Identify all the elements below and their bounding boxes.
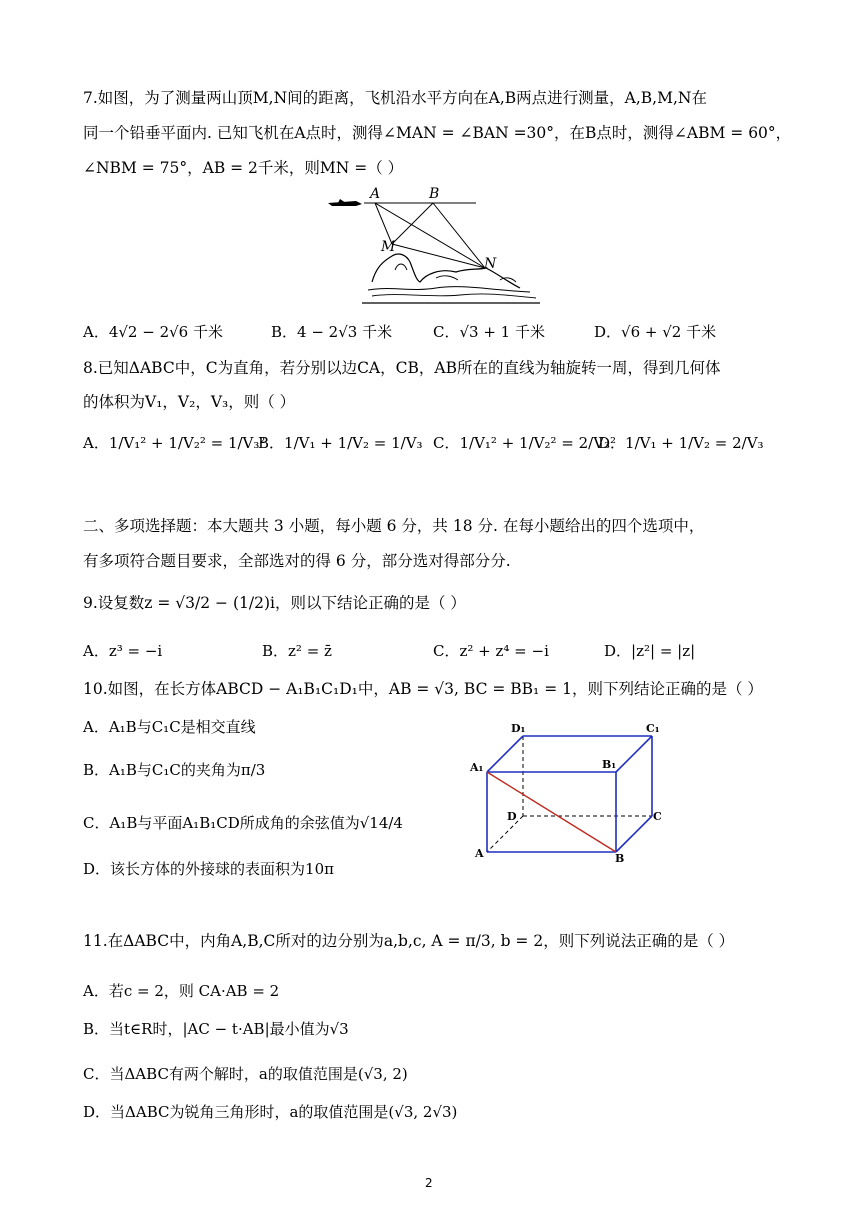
label-d1: D₁ [511,722,526,735]
q11-option-d[interactable]: D．当ΔABC为锐角三角形时，a的取值范围是(√3, 2√3) [83,1103,458,1121]
q8-option-a[interactable]: A．1/V₁² + 1/V₂² = 1/V₃² [83,434,266,452]
q9-option-d[interactable]: D．|z²| = |z| [604,642,696,660]
q7-line-2: 同一个铅垂平面内. 已知飞机在A点时，测得∠MAN = ∠BAN =30°，在B点时，测得∠ABM = 60°， [83,124,792,142]
q7-option-c[interactable]: C．√3 + 1 千米 [433,323,545,341]
q7-label-b: B [429,186,440,202]
label-d: D [507,810,517,823]
label-a1: A₁ [470,761,484,774]
q10-option-b[interactable]: B．A₁B与C₁C的夹角为π/3 [83,761,266,779]
page-number: 2 [425,1176,433,1190]
q11-option-b[interactable]: B．当t∈R时，|AC − t·AB|最小值为√3 [83,1020,349,1038]
q7-line-1: 7.如图，为了测量两山顶M,N间的距离，飞机沿水平方向在A,B两点进行测量，A,B,M,N在 [83,89,707,107]
section2-line-1: 二、多项选择题：本大题共 3 小题，每小题 6 分，共 18 分. 在每小题给出的四个选项中， [83,517,705,535]
q9-option-c[interactable]: C．z² + z⁴ = −i [433,642,549,660]
q10-line-1: 10.如图，在长方体ABCD − A₁B₁C₁D₁中，AB = √3, BC = BB₁ = 1，则下列结论正确的是（ ） [83,680,763,698]
q8-option-c[interactable]: C．1/V₁² + 1/V₂² = 2/V₃² [433,434,617,452]
q10-option-d[interactable]: D．该长方体的外接球的表面积为10π [83,860,334,878]
q7-line-3: ∠NBM = 75°，AB = 2千米，则MN =（ ） [83,159,404,177]
label-b1: B₁ [602,758,617,771]
q8-line-1: 8.已知ΔABC中，C为直角，若分别以边CA，CB，AB所在的直线为轴旋转一周，得到几何体 [83,359,721,377]
q10-option-a[interactable]: A．A₁B与C₁C是相交直线 [83,718,256,736]
q7-label-a: A [370,186,381,202]
q11-option-a[interactable]: A．若c = 2，则 CA·AB = 2 [83,982,280,1000]
label-b: B [615,852,625,865]
q9-option-b[interactable]: B．z² = z̄ [262,642,332,660]
q11-line-1: 11.在ΔABC中，内角A,B,C所对的边分别为a,b,c, A = π/3, b = 2，则下列说法正确的是（ ） [83,932,735,950]
q11-option-c[interactable]: C．当ΔABC有两个解时，a的取值范围是(√3, 2) [83,1065,408,1083]
q7-label-m: M [381,239,396,255]
q10-option-c[interactable]: C．A₁B与平面A₁B₁CD所成角的余弦值为√14/4 [83,814,403,832]
q9-line-1: 9.设复数z = √3/2 − (1/2)i，则以下结论正确的是（ ） [83,594,466,612]
q8-option-b[interactable]: B．1/V₁ + 1/V₂ = 1/V₃ [258,434,423,452]
q8-option-d[interactable]: D．1/V₁ + 1/V₂ = 2/V₃ [598,434,764,452]
label-c1: C₁ [646,722,660,735]
q9-option-a[interactable]: A．z³ = −i [83,642,163,660]
section2-line-2: 有多项符合题目要求，全部选对的得 6 分，部分选对得部分分. [83,552,511,570]
label-c: C [653,810,662,823]
q7-option-b[interactable]: B．4 − 2√3 千米 [271,323,393,341]
q7-option-d[interactable]: D．√6 + √2 千米 [594,323,717,341]
label-a: A [475,847,484,860]
q7-label-n: N [484,256,497,272]
q8-line-2: 的体积为V₁，V₂，V₃，则（ ） [83,393,296,411]
q7-option-a[interactable]: A．4√2 − 2√6 千米 [83,323,223,341]
